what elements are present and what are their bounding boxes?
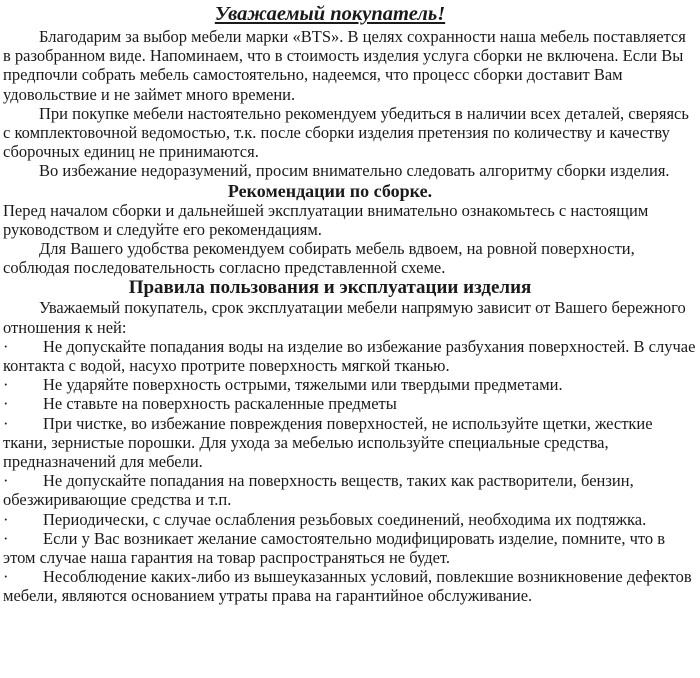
usage-bullet-item [3, 414, 697, 472]
bullet-marker: · [3, 471, 9, 491]
bullet-text: Не ставьте на поверхность раскаленные предметы [43, 394, 397, 414]
usage-bullet-item [3, 375, 697, 394]
bullet-marker: · [3, 336, 9, 356]
document-title-text: Уважаемый покупатель! [214, 3, 446, 25]
document-title [3, 2, 697, 27]
bullet-text: Если у Вас возникает желание самостоятельно модифицировать изделие, помните, что в этом случае наша гарантия на товар распространяться не будет. [3, 528, 666, 568]
usage-bullet-item [3, 394, 697, 413]
bullet-text: Не допускайте попадания на поверхность веществ, таких как растворители, бензин, обезжиривающие средства и т.п. [3, 471, 634, 510]
intro-paragraph: Благодарим за выбор мебели марки «BTS». В целях сохранности наша мебель поставляется в разобранном виде. Напоминаем, что в стоимость изделия услуга сборки не включена. Если Вы предпочли собрать мебель самостоятельно, надеемся, что процесс сборки доставит Вам удовольствие и не займет много времени. [3, 27, 686, 104]
bullet-marker: · [3, 567, 9, 587]
bullet-marker: · [3, 413, 9, 433]
intro-paragraph: Во избежание недоразумений, просим внимательно следовать алгоритму сборки изделия. [39, 161, 670, 181]
assembly-section-heading: Рекомендации по сборке. [227, 180, 433, 201]
bullet-text: Не ударяйте поверхность острыми, тяжелыми или твердыми предметами. [43, 375, 563, 395]
usage-bullet-item [3, 337, 697, 375]
usage-bullet-item [3, 510, 697, 529]
bullet-marker: · [3, 394, 9, 414]
bullet-marker: · [3, 509, 9, 529]
bullet-text: При чистке, во избежание повреждения поверхностей, не используйте щетки, жесткие ткани, зернистые порошки. Для ухода за мебелью используйте специальные средства, предназначений для мебели. [3, 413, 653, 472]
usage-section-heading: Правила пользования и эксплуатации изделия [128, 277, 532, 299]
bullet-text: Не допускайте попадания воды на изделие во избежание разбухания поверхностей. В случае контакта с водой, насухо протрите поверхность мягкой тканью. [3, 336, 696, 376]
usage-lead-paragraph: Уважаемый покупатель, срок эксплуатации мебели напрямую зависит от Вашего бережного отношения к ней: [3, 298, 686, 337]
bullet-text: Периодически, с случае ослабления резьбовых соединений, необходима их подтяжка. [43, 509, 647, 529]
usage-bullet-item [3, 529, 697, 567]
usage-bullet-item [3, 567, 697, 605]
assembly-paragraph: Для Вашего удобства рекомендуем собирать мебель вдвоем, на ровной поверхности, соблюдая последовательность согласно представленной схеме. [3, 239, 635, 278]
usage-bullet-item [3, 471, 697, 509]
intro-paragraph: При покупке мебели настоятельно рекомендуем убедиться в наличии всех деталей, сверяясь с комплектовочной ведомостью, т.к. после сборки изделия претензия по количеству и качеству сборочных единиц не принимаются. [3, 103, 689, 162]
bullet-marker: · [3, 375, 9, 395]
bullet-text: Несоблюдение каких-либо из вышеуказанных условий, повлекшие возникновение дефектов мебели, являются основанием утраты права на гарантийное обслуживание. [3, 567, 692, 606]
bullet-marker: · [3, 528, 9, 548]
assembly-paragraph: Перед началом сборки и дальнейшей эксплуатации внимательно ознакомьтесь с настоящим руководством и следуйте его рекомендациям. [3, 200, 649, 239]
